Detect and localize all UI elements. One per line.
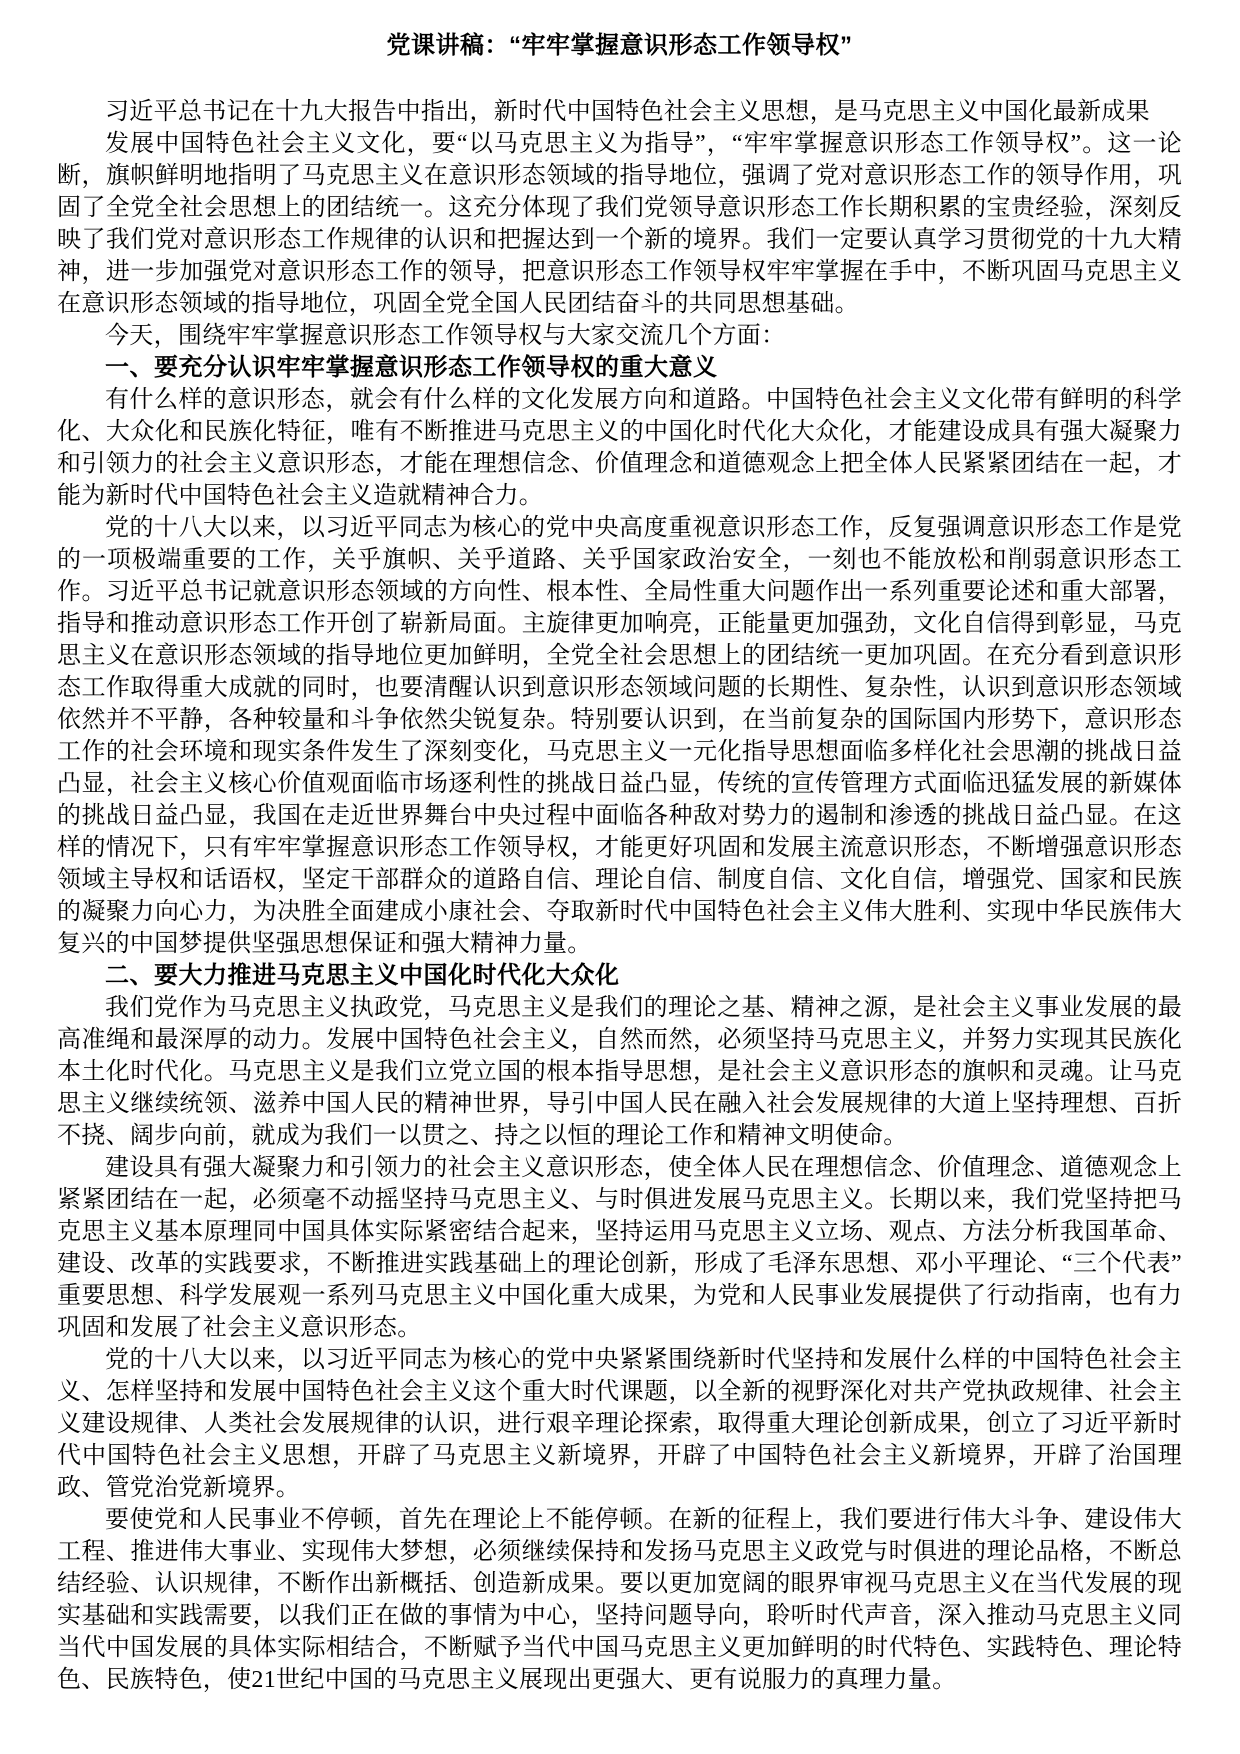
paragraph-intro-2: 发展中国特色社会主义文化，要“以马克思主义为指导”，“牢牢掌握意识形态工作领导权”。这一论断，旗帜鲜明地指明了马克思主义在意识形态领域的指导地位，强调了党对意识形态工作的领导作用，巩固了全党全社会思想上的团结统一。这充分体现了我们党领导意识形态工作长期积累的宝贵经验，深刻反映了我们党对意识形态工作规律的认识和把握达到一个新的境界。我们一定要认真学习贯彻党的十九大精神，进一步加强党对意识形态工作的领导，把意识形态工作领导权牢牢掌握在手中，不断巩固马克思主义在意识形态领域的指导地位，巩固全党全国人民团结奋斗的共同思想基础。 — [57, 131, 1182, 317]
paragraph-section1-1: 有什么样的意识形态，就会有什么样的文化发展方向和道路。中国特色社会主义文化带有鲜明的科学化、大众化和民族化特征，唯有不断推进马克思主义的中国化时代化大众化，才能建设成具有强大凝聚力和引领力的社会主义意识形态，才能在理想信念、价值理念和道德观念上把全体人民紧紧团结在一起，才能为新时代中国特色社会主义造就精神合力。 — [57, 387, 1182, 509]
section-heading-2: 二、要大力推进马克思主义中国化时代化大众化 — [105, 962, 620, 989]
paragraph-section2-3: 党的十八大以来，以习近平同志为核心的党中央紧紧围绕新时代坚持和发展什么样的中国特色社会主义、怎样坚持和发展中国特色社会主义这个重大时代课题，以全新的视野深化对共产党执政规律、社会主义建设规律、人类社会发展规律的认识，进行艰辛理论探索，取得重大理论创新成果，创立了习近平新时代中国特色社会主义思想，开辟了马克思主义新境界，开辟了中国特色社会主义新境界，开辟了治国理政、管党治党新境界。 — [57, 1347, 1182, 1501]
paragraph-section2-2: 建设具有强大凝聚力和引领力的社会主义意识形态，使全体人民在理想信念、价值理念、道德观念上紧紧团结在一起，必须毫不动摇坚持马克思主义、与时俱进发展马克思主义。长期以来，我们党坚持把马克思主义基本原理同中国具体实际紧密结合起来，坚持运用马克思主义立场、观点、方法分析我国革命、建设、改革的实践要求，不断推进实践基础上的理论创新，形成了毛泽东思想、邓小平理论、“三个代表”重要思想、科学发展观一系列马克思主义中国化重大成果，为党和人民事业发展提供了行动指南，也有力巩固和发展了社会主义意识形态。 — [57, 1155, 1182, 1341]
paragraph-section2-4: 要使党和人民事业不停顿，首先在理论上不能停顿。在新的征程上，我们要进行伟大斗争、建设伟大工程、推进伟大事业、实现伟大梦想，必须继续保持和发扬马克思主义政党与时俱进的理论品格，不断总结经验、认识规律，不断作出新概括、创造新成果。要以更加宽阔的眼界审视马克思主义在当代发展的现实基础和实践需要，以我们正在做的事情为中心，坚持问题导向，聆听时代声音，深入推动马克思主义同当代中国发展的具体实际相结合，不断赋予当代中国马克思主义更加鲜明的时代特色、实践特色、理论特色、民族特色，使21世纪中国的马克思主义展现出更强大、更有说服力的真理力量。 — [57, 1507, 1182, 1693]
paragraph-intro-1: 习近平总书记在十九大报告中指出，新时代中国特色社会主义思想，是马克思主义中国化最新成果 — [105, 99, 1150, 125]
paragraph-overview: 今天，围绕牢牢掌握意识形态工作领导权与大家交流几个方面： — [105, 323, 786, 349]
section-heading-1: 一、要充分认识牢牢掌握意识形态工作领导权的重大意义 — [105, 354, 718, 381]
document-title: 党课讲稿：“牢牢掌握意识形态工作领导权” — [386, 32, 853, 59]
paragraph-section2-1: 我们党作为马克思主义执政党，马克思主义是我们的理论之基、精神之源，是社会主义事业发展的最高准绳和最深厚的动力。发展中国特色社会主义，自然而然，必须坚持马克思主义，并努力实现其民族化本土化时代化。马克思主义是我们立党立国的根本指导思想，是社会主义意识形态的旗帜和灵魂。让马克思主义继续统领、滋养中国人民的精神世界，导引中国人民在融入社会发展规律的大道上坚持理想、百折不挠、阔步向前，就成为我们一以贯之、持之以恒的理论工作和精神文明使命。 — [57, 995, 1182, 1149]
document-body — [57, 96, 1182, 1696]
paragraph-section1-2: 党的十八大以来，以习近平同志为核心的党中央高度重视意识形态工作，反复强调意识形态工作是党的一项极端重要的工作，关乎旗帜、关乎道路、关乎国家政治安全，一刻也不能放松和削弱意识形态工作。习近平总书记就意识形态领域的方向性、根本性、全局性重大问题作出一系列重要论述和重大部署，指导和推动意识形态工作开创了崭新局面。主旋律更加响亮，正能量更加强劲，文化自信得到彰显，马克思主义在意识形态领域的指导地位更加鲜明，全党全社会思想上的团结统一更加巩固。在充分看到意识形态工作取得重大成就的同时，也要清醒认识到意识形态领域问题的长期性、复杂性，认识到意识形态领域依然并不平静，各种较量和斗争依然尖锐复杂。特别要认识到，在当前复杂的国际国内形势下，意识形态工作的社会环境和现实条件发生了深刻变化，马克思主义一元化指导思想面临多样化社会思潮的挑战日益凸显，社会主义核心价值观面临市场逐利性的挑战日益凸显，传统的宣传管理方式面临迅猛发展的新媒体的挑战日益凸显，我国在走近世界舞台中央过程中面临各种敌对势力的遏制和渗透的挑战日益凸显。在这样的情况下，只有牢牢掌握意识形态工作领导权，才能更好巩固和发展主流意识形态，不断增强意识形态领域主导权和话语权，坚定干部群众的道路自信、理论自信、制度自信、文化自信，增强党、国家和民族的凝聚力向心力，为决胜全面建成小康社会、夺取新时代中国特色社会主义伟大胜利、实现中华民族伟大复兴的中国梦提供坚强思想保证和强大精神力量。 — [57, 515, 1182, 957]
